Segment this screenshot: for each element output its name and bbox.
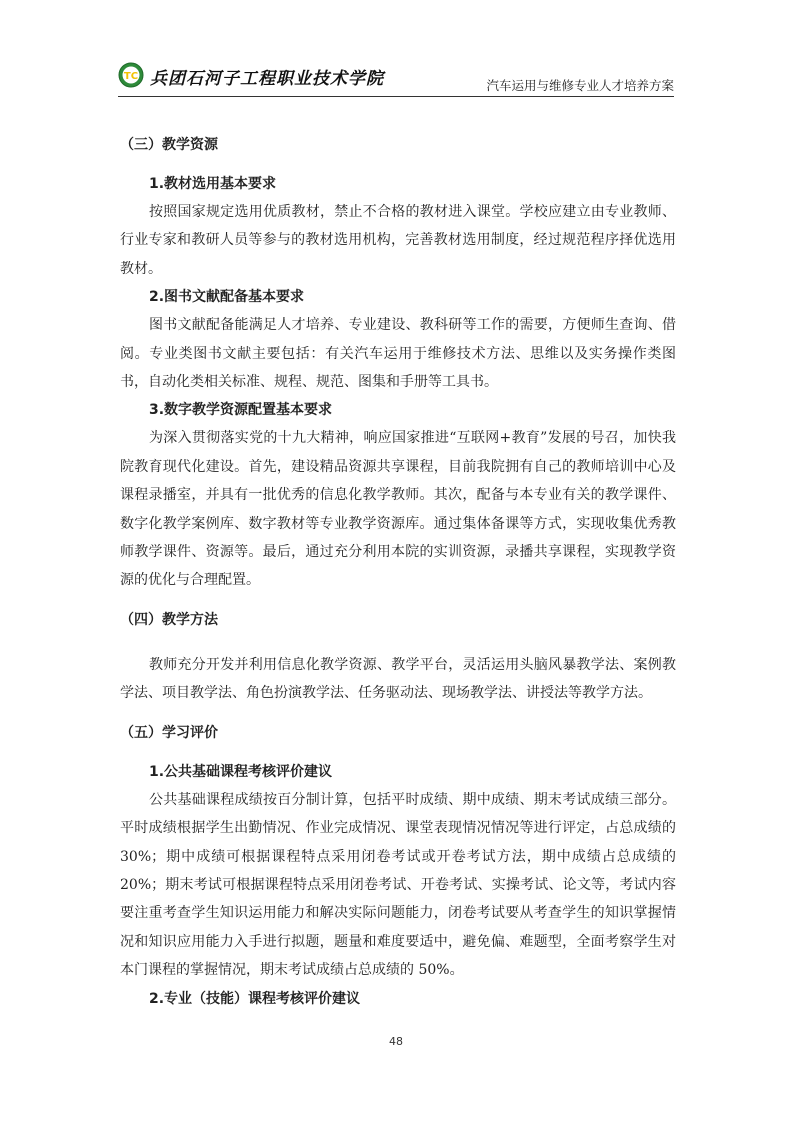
paragraph-digital-resources: 为深入贯彻落实党的十九大精神，响应国家推进“互联网+教育”发展的号召，加快我院教育现代化建设。首先，建设精品资源共享课程，目前我院拥有自己的教师培训中心及课程录播室，并具有一批优秀的信息化教学教师。其次，配备与本专业有关的教学课件、数字化教学案例库、数字教材等专业教学资源库。通过集体备课等方式，实现收集优秀教师教学课件、资源等。最后，通过充分利用本院的实训资源，录播共享课程，实现教学资源的优化与合理配置。: [120, 430, 676, 589]
section-title-teaching-resources: （三）教学资源: [120, 137, 218, 153]
page-number: 48: [389, 1035, 403, 1048]
page-content: [120, 132, 676, 1013]
section-title-teaching-methods: （四）教学方法: [120, 611, 218, 628]
subsection-title-public-course: 1.公共基础课程考核评价建议: [149, 763, 333, 780]
subsection-title-professional-course: 2.专业（技能）课程考核评价建议: [149, 990, 361, 1007]
paragraph-textbook: 按照国家规定选用优质教材，禁止不合格的教材进入课堂。学校应建立由专业教师、行业专家和教研人员等参与的教材选用机构，完善教材选用制度，经过规范程序择优选用教材。: [120, 204, 676, 277]
paragraph-library: 图书文献配备能满足人才培养、专业建设、教科研等工作的需要，方便师生查询、借阅。专业类图书文献主要包括：有关汽车运用于维修技术方法、思维以及实务操作类图书，自动化类相关标准、规程、规范、图集和手册等工具书。: [120, 317, 676, 391]
subsection-title-digital-resources: 3.数字教学资源配置基本要求: [149, 402, 333, 419]
paragraph-teaching-methods: 教师充分开发并利用信息化教学资源、教学平台，灵活运用头脑风暴教学法、案例教学法、项目教学法、角色扮演教学法、任务驱动法、现场教学法、讲授法等教学方法。: [120, 656, 676, 702]
paragraph-public-course: 公共基础课程成绩按百分制计算，包括平时成绩、期中成绩、期末考试成绩三部分。平时成绩根据学生出勤情况、作业完成情况、课堂表现情况情况等进行评定，占总成绩的 30%；期中成绩可根据课程特点采用闭卷考试或开卷考试方法，期中成绩占总成绩的 20%；期末考试可根据课程特点采用闭卷考试、开卷考试、实操考试、论文等，考试内容要注重考查学生知识运用能力和解决实际问题能力，闭卷考试要从考查学生的知识掌握情况和知识应用能力入手进行拟题，题量和难度要适中，避免偏、难题型，全面考察学生对本门课程的掌握情况，期末考试成绩占总成绩的 50%。: [120, 791, 676, 979]
page-header: [118, 56, 674, 102]
subsection-title-library: 2.图书文献配备基本要求: [149, 289, 305, 306]
document-title: 汽车运用与维修专业人才培养方案: [486, 78, 674, 93]
header-divider: [118, 96, 674, 97]
section-title-learning-evaluation: （五）学习评价: [120, 724, 218, 741]
logo-letter: TC: [123, 71, 139, 82]
subsection-title-textbook: 1.教材选用基本要求: [149, 176, 277, 192]
college-logo-icon: [118, 62, 144, 88]
college-name: 兵团石河子工程职业技术学院: [150, 69, 384, 89]
